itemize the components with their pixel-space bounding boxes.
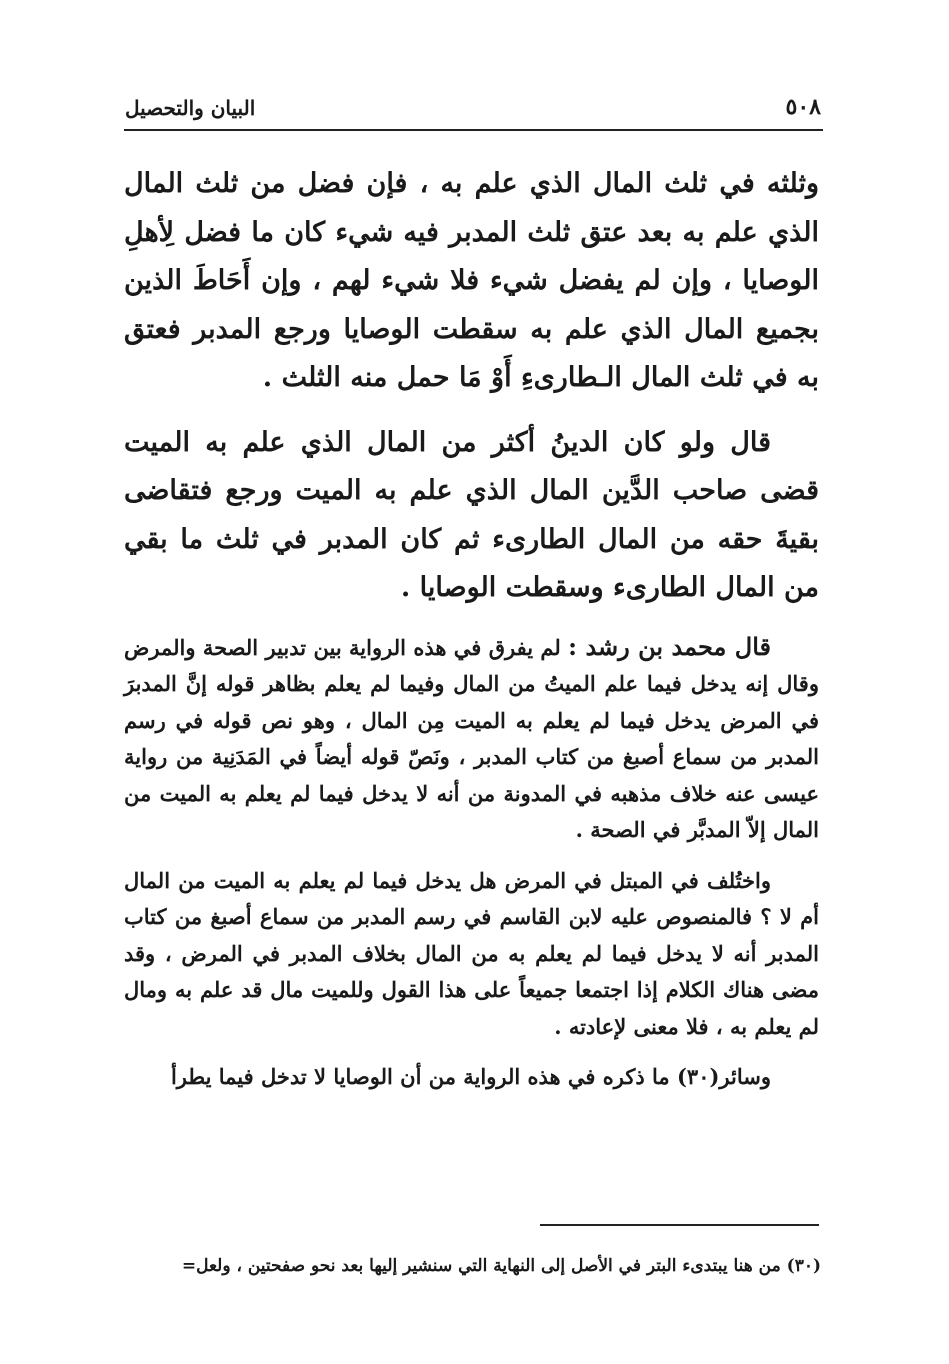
paragraph-3-text: لم يفرق في هذه الرواية بين تدبير الصحة والمرض وقال إنه يدخل فيما علم الميتُ من المال وفيما لم يعلم بظاهر قوله إنَّ المدبرَ في المرض يدخل فيما لم يعلم به الميت مِن المال ، وهو نص قوله في رسم المدبر من سماع أصبغ من كتاب المدبر ، ونَصّ قوله أيضاً في المَدَنِية من رواية عيسى عنه خلاف مذهبه في المدونة من أنه لا يدخل فيما لم يعلم به الميت من المال إلاّ المدبَّر في الصحة . [124, 634, 819, 842]
header-divider [124, 129, 823, 131]
paragraph-2: قال ولو كان الدينُ أكثر من المال الذي علم به الميت قضى صاحب الدَّين المال الذي علم به الميت ورجع فتقاضى بقيةَ حقه من المال الطارىء ثم كان المدبر في ثلث ما بقي من المال الطارىء وسقطت الوصايا . [124, 426, 819, 603]
paragraph-3 [124, 629, 819, 849]
main-text [124, 160, 819, 1110]
paragraph-1: وثلثه في ثلث المال الذي علم به ، فإن فضل من ثلث المال الذي علم به بعد عتق ثلث المدبر فيه شيء كان ما فضل لِأهلِ الوصايا ، وإن لم يفضل شيء فلا شيء لهم ، وإن أَحَاطَ الذين بجميع المال الذي علم به سقطت الوصايا ورجع المدبر فعتق به في ثلث المال الـطارىءِ أَوْ مَا حمل منه الثلث . [124, 168, 819, 393]
paragraph-5: وسائر(٣٠) ما ذكره في هذه الرواية من أن الوصايا لا تدخل فيما يطرأ [170, 1064, 771, 1089]
speaker-label: قال محمد بن رشد : [568, 631, 771, 661]
footnote-divider [540, 1224, 819, 1226]
page-number: ٥٠٨ [785, 94, 821, 120]
footnote: (٣٠) من هنا يبتدىء البتر في الأصل إلى النهاية التي سنشير إليها بعد نحو صفحتين ، ولعل= [181, 1256, 821, 1276]
running-header-title: البيان والتحصيل [125, 96, 256, 120]
paragraph-4: واختُلف في المبتل في المرض هل يدخل فيما لم يعلم به الميت من المال أم لا ؟ فالمنصوص عليه لابن القاسم في رسم المدبر من سماع أصبغ من كتاب المدبر أنه لا يدخل فيما لم يعلم به من المال بخلاف المدبر في المرض ، وقد مضى هناك الكلام إذا اجتمعا جميعاً على هذا القول وللميت مال قد علم به ومال لم يعلم به ، فلا معنى لإعادته . [124, 867, 819, 1039]
